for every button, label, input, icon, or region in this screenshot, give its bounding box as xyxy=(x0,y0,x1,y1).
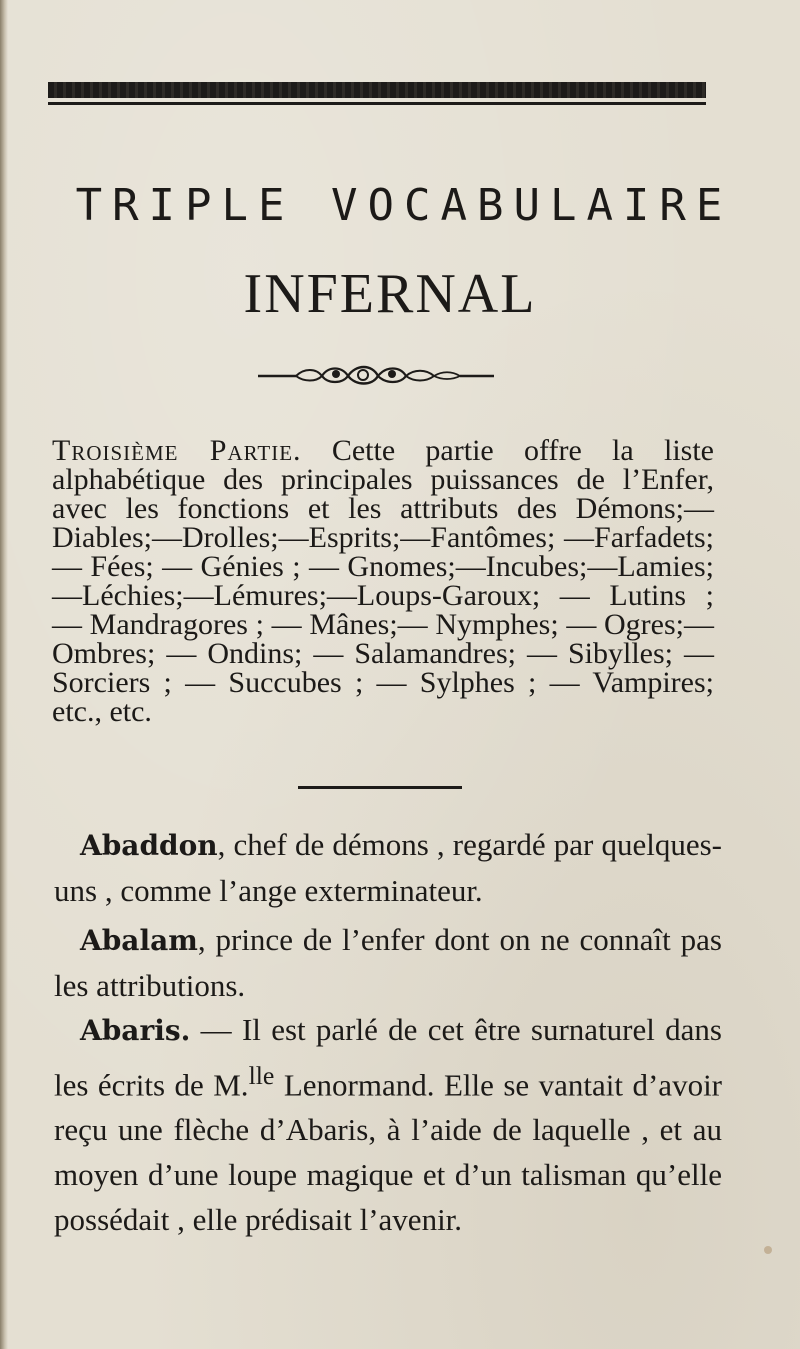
title-line-1: TRIPLE VOCABULAIRE xyxy=(75,180,733,231)
header-rule xyxy=(48,82,706,105)
dictionary-entry xyxy=(54,822,722,913)
section-separator xyxy=(298,786,462,789)
paper-stain xyxy=(764,1246,772,1254)
entry-headword: Abalam xyxy=(80,924,198,957)
entry-text: — Il est parlé de cet être surnaturel dans les écrits de M. xyxy=(54,1012,722,1103)
intro-heading: Troisième Partie. xyxy=(52,434,302,467)
entry-headword: Abaddon xyxy=(80,829,218,862)
dictionary-entry xyxy=(54,1007,722,1242)
entry-text-continued: Lenormand. Elle se vantait d’avoir reçu une flèche d’Abaris, à l’aide de laquelle , et au moyen d’une loupe magique et d’un talisman qu’elle possédait , elle prédisait l’avenir. xyxy=(54,1067,723,1238)
intro-text: Cette partie offre la liste alphabétique des principales puissances de l’Enfer, avec les fonctions et les attributs des Démons;—Diables;—Drolles;—Esprits;—Fantômes; —Farfadets; — Fées; — Génies ; — Gnomes;—Incubes;—Lamies;—Léchies;—Lémures;—Loups-Garoux; — Lutins ; — Mandragores ; — Mânes;— Nymphes; — Ogres;— Ombres; — Ondins; — Salamandres; — Sibylles; — Sorciers ; — Succubes ; — Sylphes ; — Vampires; etc., etc. xyxy=(52,434,714,728)
dictionary-entry xyxy=(54,917,722,1008)
ornament-flourish-icon xyxy=(256,362,496,388)
intro-paragraph xyxy=(52,436,714,726)
title-line-2: INFERNAL xyxy=(243,263,537,325)
entry-text: , chef de démons , regardé par quelques-uns , comme l’ange exterminateur. xyxy=(54,827,722,908)
entry-headword: Abaris. xyxy=(80,1014,191,1047)
entry-superscript: lle xyxy=(248,1061,275,1090)
entry-text: , prince de l’enfer dont on ne connaît pas les attributions. xyxy=(54,922,722,1003)
